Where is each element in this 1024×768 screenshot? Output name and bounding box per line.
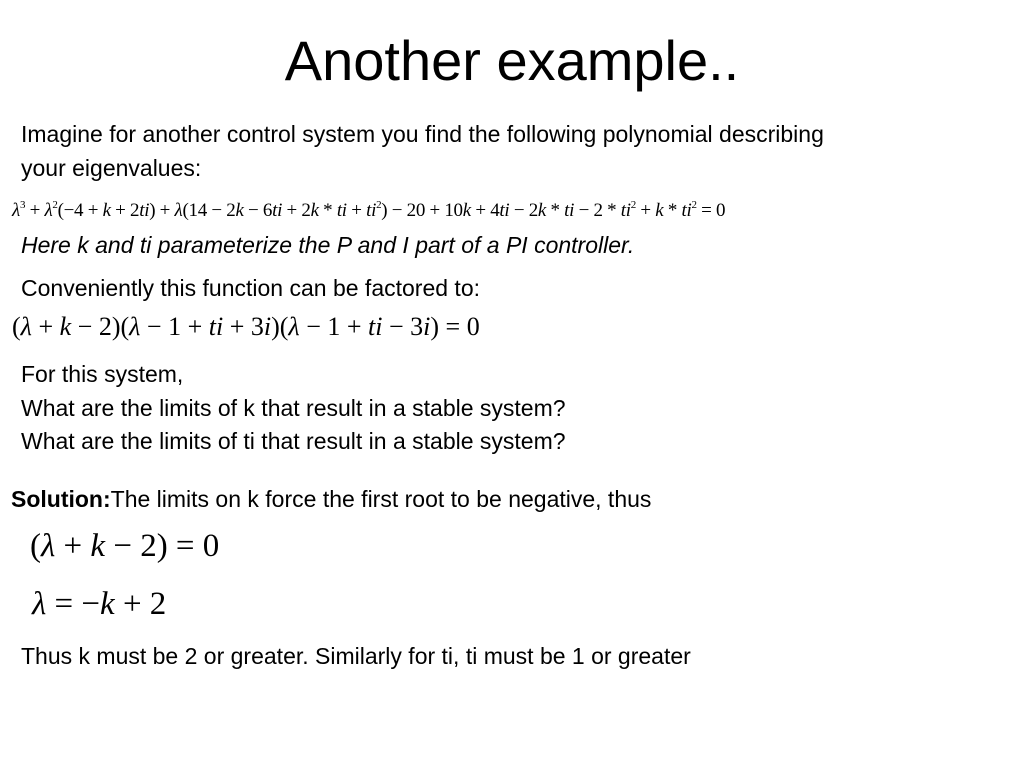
equation-lambda: λ = −k + 2 (32, 586, 167, 622)
question-k: What are the limits of k that result in a stable system? (21, 395, 566, 421)
slide-title: Another example.. (284, 29, 740, 92)
question-ti: What are the limits of ti that result in a stable system? (21, 428, 566, 454)
solution-label: Solution: (11, 486, 111, 512)
intro-line-2: your eigenvalues: (21, 155, 202, 181)
conclusion: Thus k must be 2 or greater. Similarly for ti, ti must be 1 or greater (21, 643, 691, 669)
pi-controller-note: Here k and ti parameterize the P and I part of a PI controller. (21, 232, 635, 258)
equation-factored: (λ + k − 2)(λ − 1 + ti + 3i)(λ − 1 + ti − 3i) = 0 (12, 312, 480, 341)
intro-line-1: Imagine for another control system you find the following polynomial describing (21, 121, 824, 147)
factored-intro: Conveniently this function can be factored to: (21, 275, 481, 301)
solution-line (11, 483, 651, 515)
equation-root: (λ + k − 2) = 0 (30, 528, 220, 564)
solution-text: The limits on k force the first root to be negative, thus (110, 486, 652, 512)
equation-polynomial: $\lambda^3 + \lambda^2(-4 + k + 2ti) + \lambda(14 - 2k - 6ti + 2k$ * ti + $ti^2) - 20 + 10k + 4ti - 2k$ * ti − $2 * ti^2 + k * ti^2 = 0$ (12, 199, 726, 221)
question-intro: For this system, (21, 361, 184, 387)
